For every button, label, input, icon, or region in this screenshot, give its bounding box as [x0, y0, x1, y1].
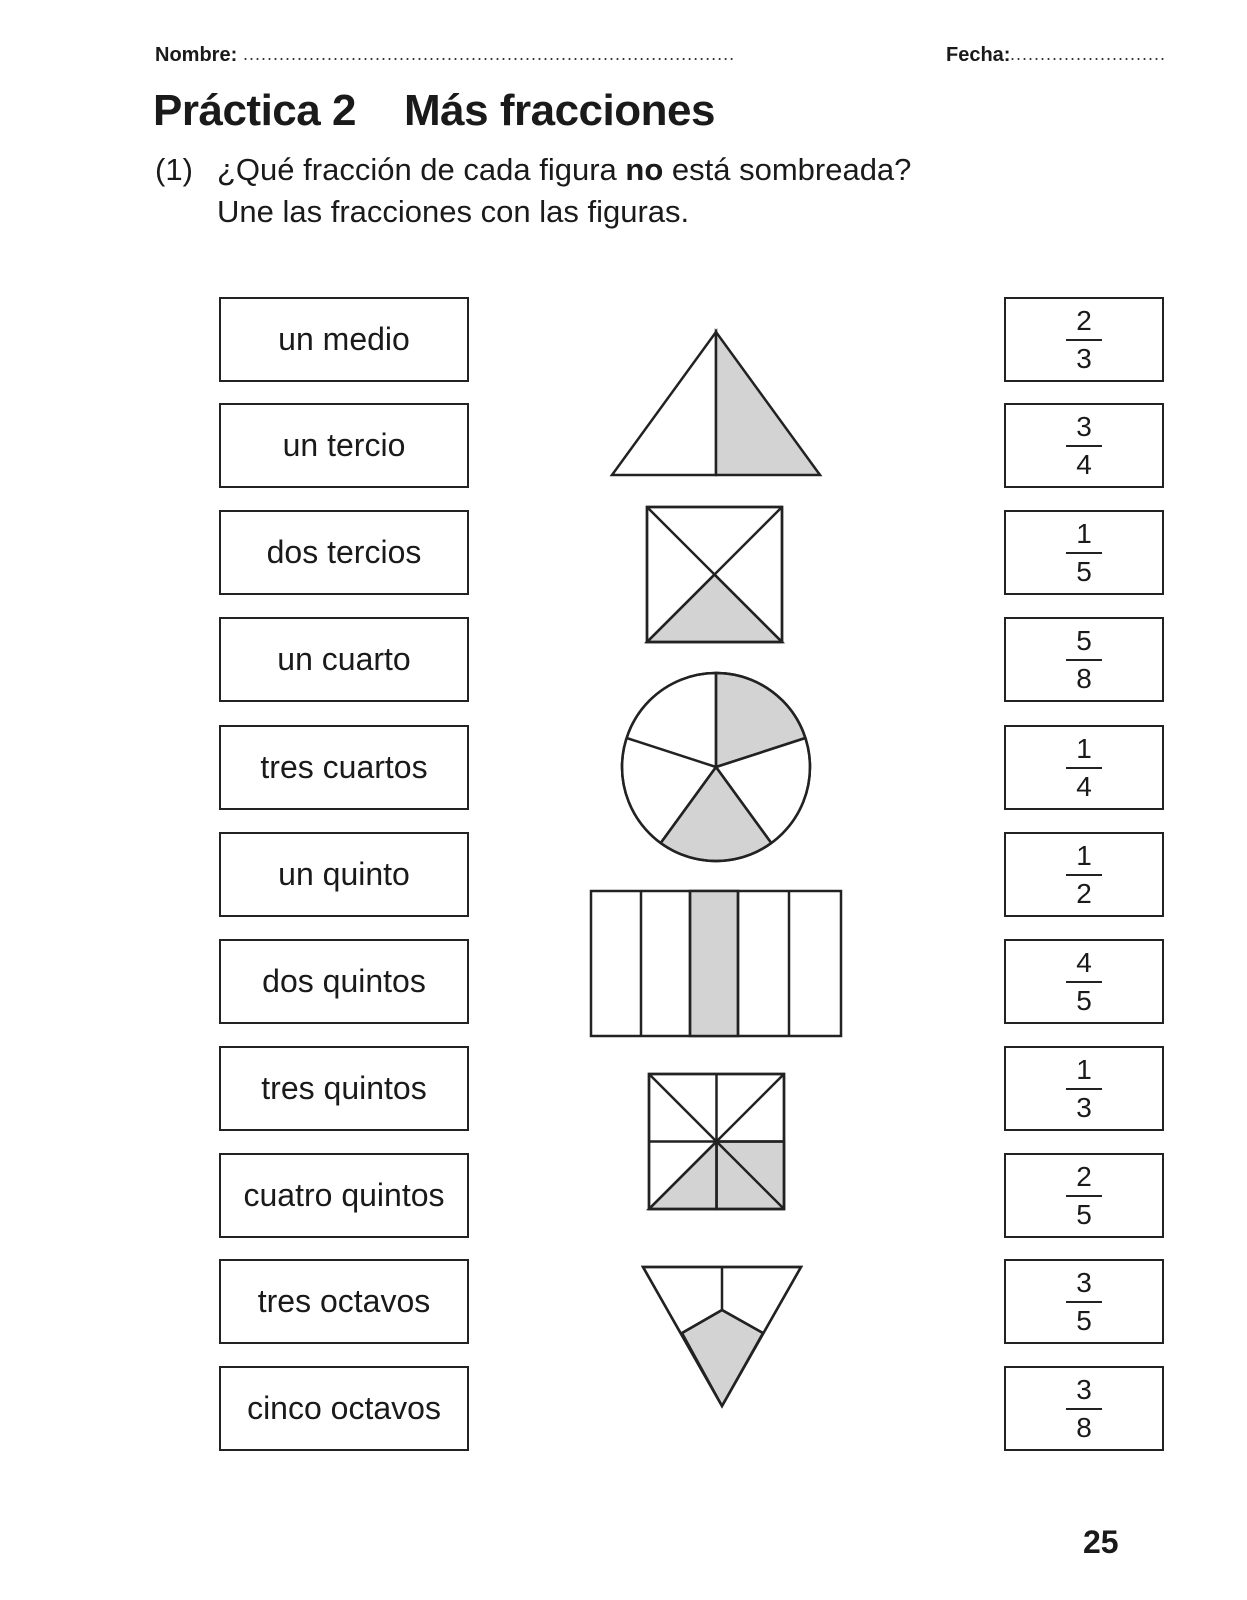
denominator: 5: [1076, 1304, 1092, 1336]
triangle-halves-figure[interactable]: [612, 332, 820, 475]
instruction-line-2: Une las fracciones con las figuras.: [217, 194, 690, 229]
word-box[interactable]: dos tercios: [219, 510, 469, 595]
denominator: 8: [1076, 1411, 1092, 1443]
numerator: 1: [1076, 517, 1092, 549]
word-box[interactable]: tres octavos: [219, 1259, 469, 1344]
word-box[interactable]: un medio: [219, 297, 469, 382]
denominator: 3: [1076, 342, 1092, 374]
numerator: 1: [1076, 732, 1092, 764]
numerator: 1: [1076, 839, 1092, 871]
numerator: 2: [1076, 304, 1092, 336]
square-eighths-figure[interactable]: [649, 1074, 784, 1209]
circle-fifths-figure[interactable]: [622, 673, 810, 861]
topic-title: Más fracciones: [404, 86, 715, 135]
instruction-emphasis: no: [625, 152, 664, 187]
date-label: Fecha:: [946, 44, 1011, 66]
triangle-half-shaded: [716, 332, 820, 475]
square-quarters-figure[interactable]: [647, 507, 782, 642]
word-box[interactable]: un quinto: [219, 832, 469, 917]
denominator: 8: [1076, 662, 1092, 694]
denominator: 5: [1076, 555, 1092, 587]
numerator: 4: [1076, 946, 1092, 978]
denominator: 4: [1076, 448, 1092, 480]
name-label: Nombre:: [155, 44, 238, 66]
question-number: (1): [155, 152, 193, 187]
numerator: 2: [1076, 1160, 1092, 1192]
practice-title: Práctica 2: [153, 86, 356, 135]
triangle-thirds-figure[interactable]: [643, 1267, 801, 1406]
denominator: 5: [1076, 1198, 1092, 1230]
instruction-text: ¿Qué fracción de cada figura: [217, 152, 626, 187]
word-box[interactable]: tres cuartos: [219, 725, 469, 810]
word-box[interactable]: un cuarto: [219, 617, 469, 702]
numerator: 5: [1076, 624, 1092, 656]
instruction-text: está sombreada?: [663, 152, 912, 187]
numerator: 3: [1076, 1373, 1092, 1405]
name-field[interactable]: ..................................................................................: [243, 44, 736, 64]
triangle-half-unshaded: [612, 332, 716, 475]
denominator: 5: [1076, 984, 1092, 1016]
numerator: 3: [1076, 410, 1092, 442]
word-box[interactable]: cinco octavos: [219, 1366, 469, 1451]
numerator: 1: [1076, 1053, 1092, 1085]
page-number: 25: [1083, 1524, 1119, 1560]
word-box[interactable]: dos quintos: [219, 939, 469, 1024]
numerator: 3: [1076, 1266, 1092, 1298]
rectangle-fifths-figure[interactable]: [591, 891, 841, 1036]
word-box[interactable]: un tercio: [219, 403, 469, 488]
word-box[interactable]: cuatro quintos: [219, 1153, 469, 1238]
word-box[interactable]: tres quintos: [219, 1046, 469, 1131]
denominator: 4: [1076, 770, 1092, 802]
rectangle-strip-shaded: [690, 891, 738, 1036]
denominator: 3: [1076, 1091, 1092, 1123]
date-field[interactable]: ..........................: [1010, 44, 1167, 64]
denominator: 2: [1076, 877, 1092, 909]
